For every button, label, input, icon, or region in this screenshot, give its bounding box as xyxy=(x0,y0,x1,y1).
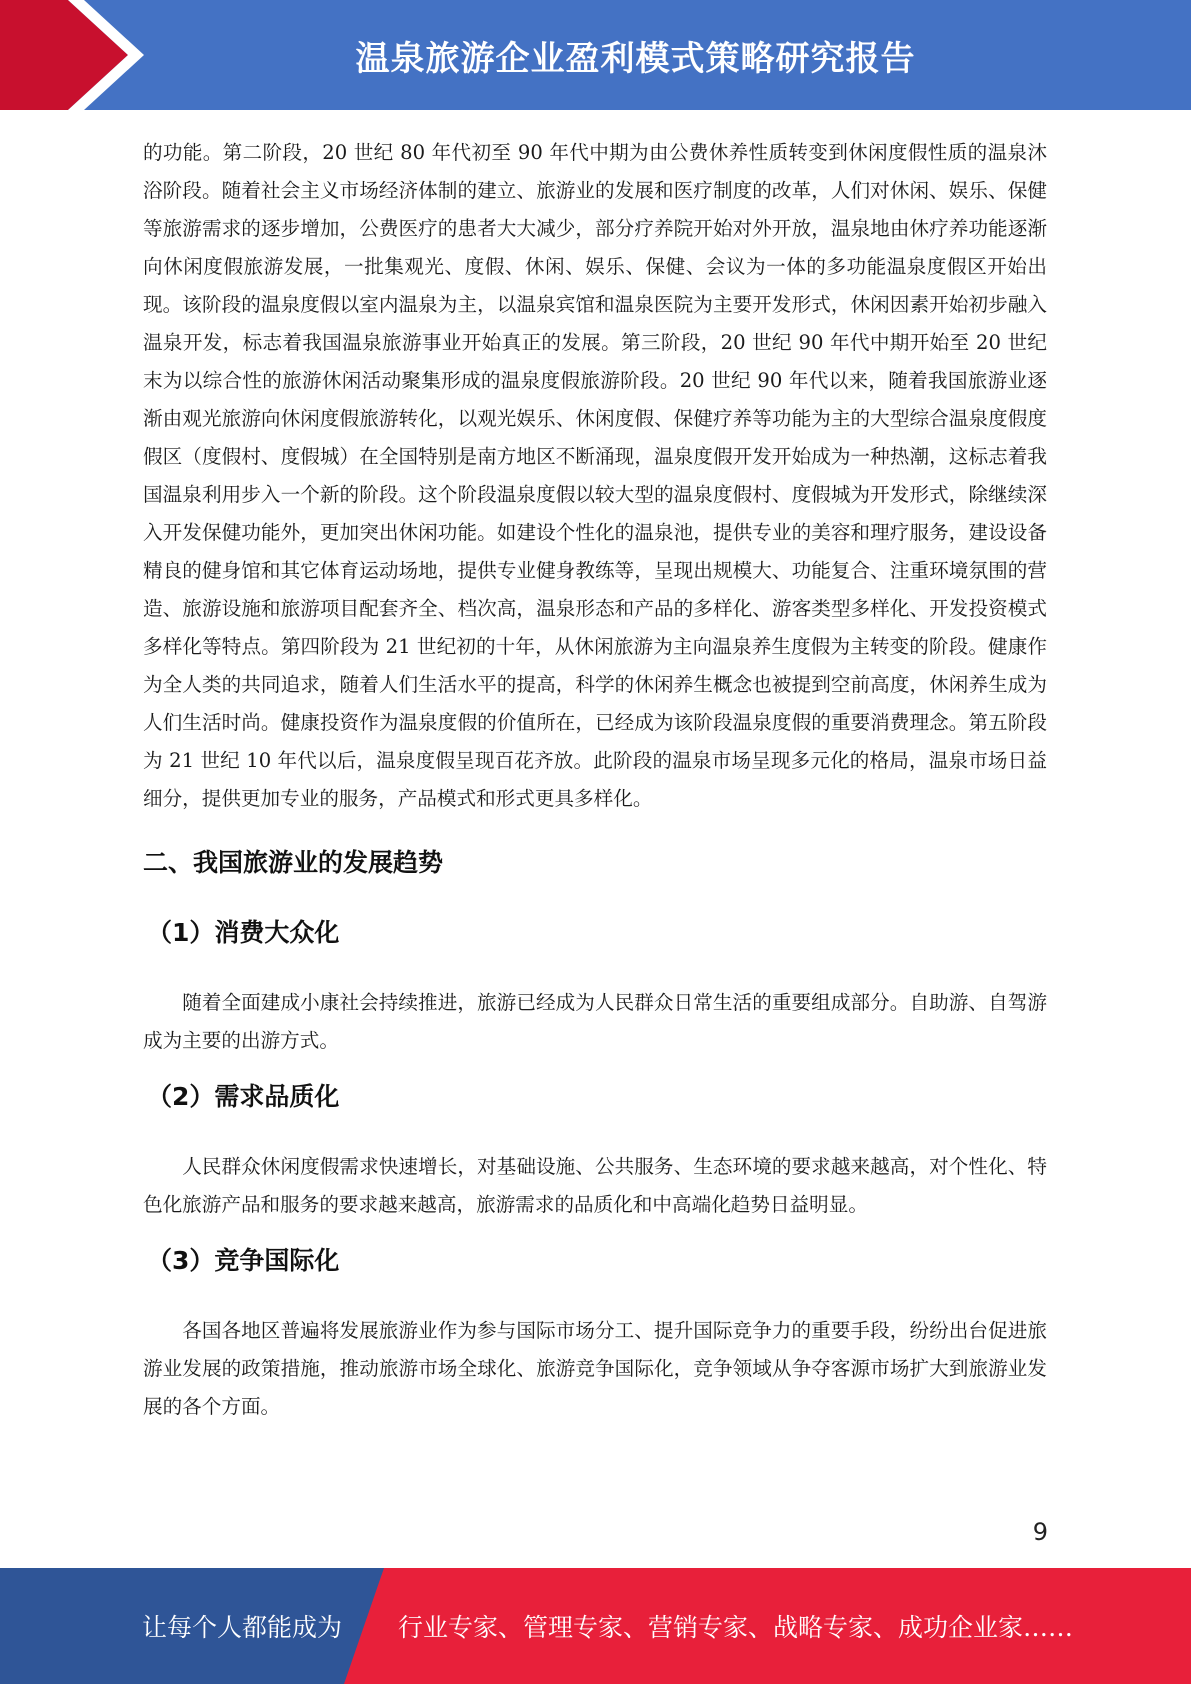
subsection-heading-1: （1）消费大众化 xyxy=(147,918,340,947)
footer-slogan-left: 让每个人都能成为 xyxy=(142,1613,343,1642)
page-header xyxy=(0,0,1191,110)
report-title: 温泉旅游企业盈利模式策略研究报告 xyxy=(355,38,916,79)
subsection-paragraph-3: 各国各地区普遍将发展旅游业作为参与国际市场分工、提升国际竞争力的重要手段，纷纷出台促进旅游业发展的政策措施，推动旅游市场全球化、旅游竞争国际化，竞争领域从争夺客源市场扩大到旅游业发展的各个方面。 xyxy=(143,1319,1047,1418)
footer-slogan-right: 行业专家、管理专家、营销专家、战略专家、成功企业家…… xyxy=(398,1613,1074,1642)
header-arrow-decoration xyxy=(0,0,160,110)
subsection-heading-3: （3）竞争国际化 xyxy=(147,1246,340,1275)
page-footer xyxy=(0,1568,1191,1684)
subsection-paragraph-2: 人民群众休闲度假需求快速增长，对基础设施、公共服务、生态环境的要求越来越高，对个性化、特色化旅游产品和服务的要求越来越高，旅游需求的品质化和中高端化趋势日益明显。 xyxy=(143,1155,1047,1216)
subsection-heading-2: （2）需求品质化 xyxy=(147,1082,340,1111)
page-number: 9 xyxy=(1032,1518,1048,1546)
subsection-paragraph-1: 随着全面建成小康社会持续推进，旅游已经成为人民群众日常生活的重要组成部分。自助游、自驾游成为主要的出游方式。 xyxy=(143,991,1047,1052)
intro-paragraph: 的功能。第二阶段，20 世纪 80 年代初至 90 年代中期为由公费休养性质转变到休闲度假性质的温泉沐浴阶段。随着社会主义市场经济体制的建立、旅游业的发展和医疗制度的改革，人们对休闲、娱乐、保健等旅游需求的逐步增加，公费医疗的患者大大减少，部分疗养院开始对外开放，温泉地由休疗养功能逐渐向休闲度假旅游发展，一批集观光、度假、休闲、娱乐、保健、会议为一体的多功能温泉度假区开始出现。该阶段的温泉度假以室内温泉为主，以温泉宾馆和温泉医院为主要开发形式，休闲因素开始初步融入温泉开发，标志着我国温泉旅游事业开始真正的发展。第三阶段，20 世纪 90 年代中期开始至 20 世纪末为以综合性的旅游休闲活动聚集形成的温泉度假旅游阶段。20 世纪 90 年代以来，随着我国旅游业逐渐由观光旅游向休闲度假旅游转化，以观光娱乐、休闲度假、保健疗养等功能为主的大型综合温泉度假度假区（度假村、度假城）在全国特别是南方地区不断涌现，温泉度假开发开始成为一种热潮，这标志着我国温泉利用步入一个新的阶段。这个阶段温泉度假以较大型的温泉度假村、度假城为开发形式，除继续深入开发保健功能外，更加突出休闲功能。如建设个性化的温泉池，提供专业的美容和理疗服务，建设设备精良的健身馆和其它体育运动场地，提供专业健身教练等，呈现出规模大、功能复合、注重环境氛围的营造、旅游设施和旅游项目配套齐全、档次高，温泉形态和产品的多样化、游客类型多样化、开发投资模式多样化等特点。第四阶段为 21 世纪初的十年，从休闲旅游为主向温泉养生度假为主转变的阶段。健康作为全人类的共同追求，随着人们生活水平的提高，科学的休闲养生概念也被提到空前高度，休闲养生成为人们生活时尚。健康投资作为温泉度假的价值所在，已经成为该阶段温泉度假的重要消费理念。第五阶段为 21 世纪 10 年代以后，温泉度假呈现百花齐放。此阶段的温泉市场呈现多元化的格局，温泉市场日益细分，提供更加专业的服务，产品模式和形式更具多样化。 xyxy=(143,141,1047,810)
main-content xyxy=(143,134,1047,1426)
section-heading: 二、我国旅游业的发展趋势 xyxy=(143,848,444,877)
header-red-chevron xyxy=(0,0,128,110)
